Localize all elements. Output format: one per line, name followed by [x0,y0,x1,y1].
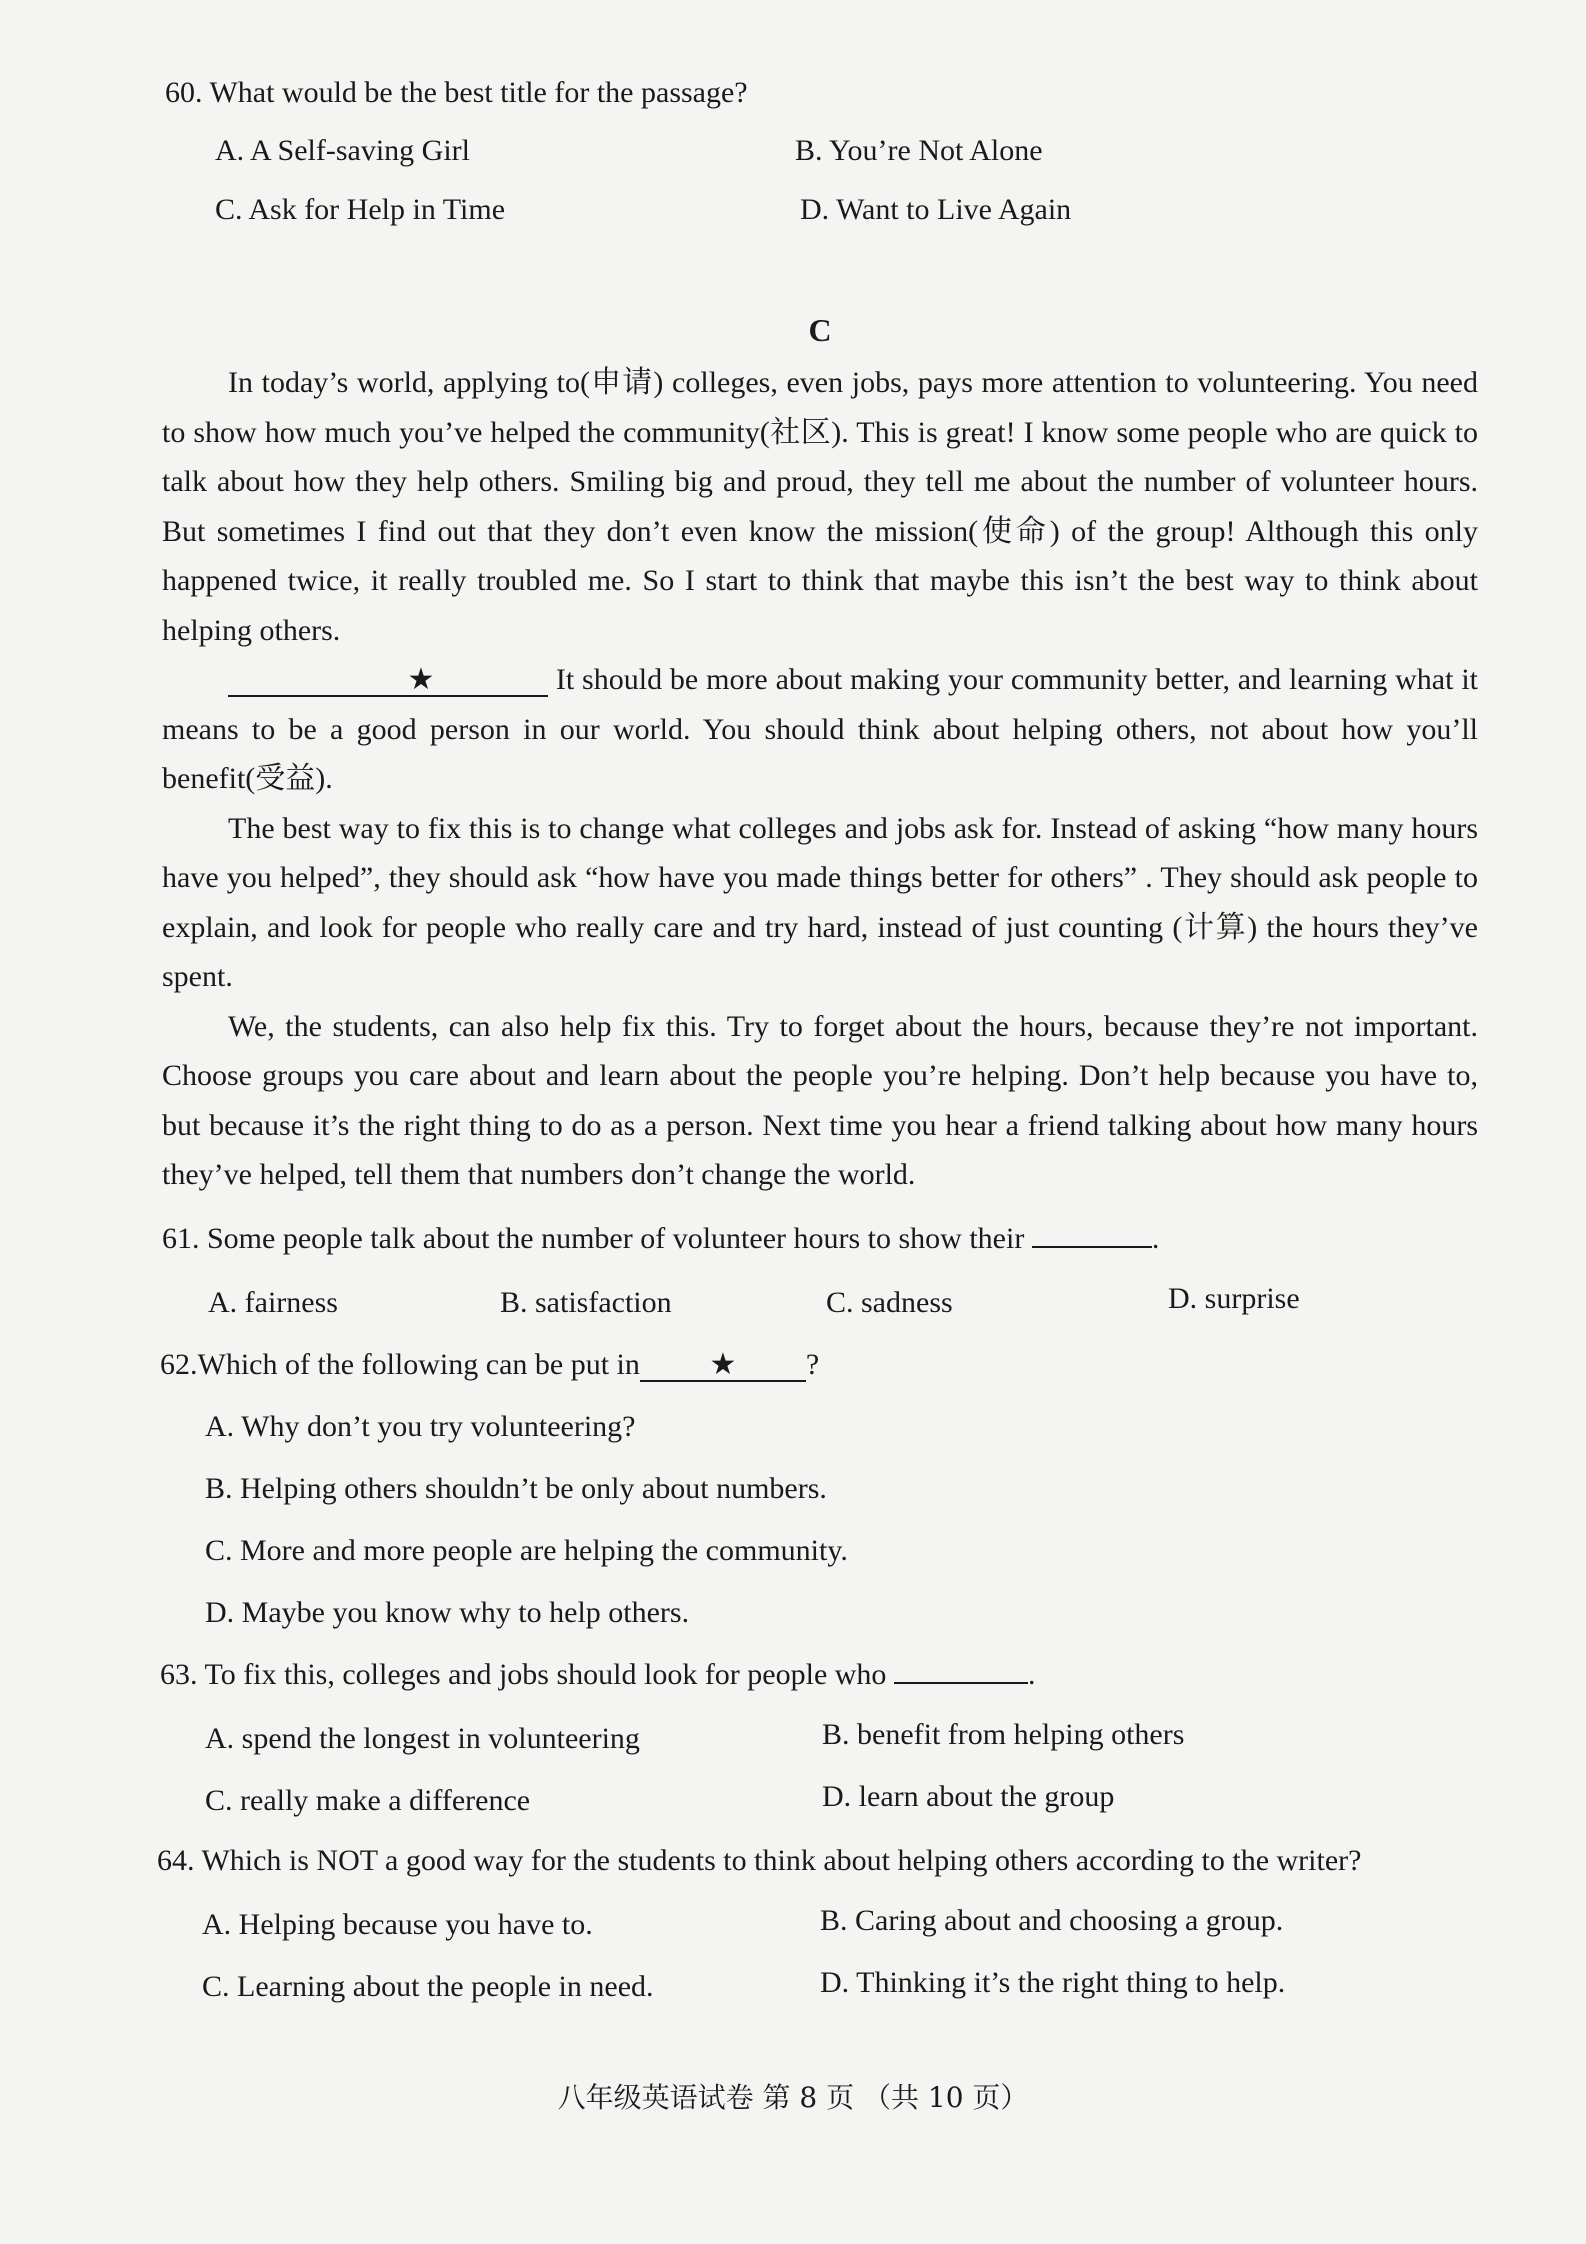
passage-paragraph-2-text: It should be more about making your community better, and learning what it means to be a good person in our world. You should think about helping others, not about how you’ll benefit(受益). [162,663,1478,795]
question-62-text: 62.Which of the following can be put in [160,1348,640,1381]
question-62-option-c: C. More and more people are helping the community. [205,1534,848,1567]
question-63-option-a: A. spend the longest in volunteering [205,1722,640,1755]
question-62-end: ? [805,1348,820,1381]
question-63-option-d: D. learn about the group [822,1780,1115,1813]
question-64-stem: 64. Which is NOT a good way for the students to think about helping others according to the writer? [157,1844,1362,1877]
question-64-option-b: B. Caring about and choosing a group. [820,1904,1284,1937]
question-63-text: 63. To fix this, colleges and jobs should look for people who [160,1658,887,1691]
passage-paragraph-3: The best way to fix this is to change what colleges and jobs ask for. Instead of asking “how many hours have you helped”, they should ask “how have you made things better for others” . They should ask people to explain, and look for people who really care and try hard, instead of just counting (计算) the hours they’ve spent. [162,811,1478,993]
question-60-option-c: C. Ask for Help in Time [215,193,506,226]
question-61-option-a: A. fairness [208,1286,338,1319]
question-60-option-a: A. A Self-saving Girl [215,134,470,167]
answer-blank [894,1682,1028,1684]
question-64-option-c: C. Learning about the people in need. [202,1970,654,2003]
question-61-text: 61. Some people talk about the number of volunteer hours to show their [162,1222,1025,1255]
question-61-end: . [1151,1222,1160,1255]
question-61-option-b: B. satisfaction [500,1286,672,1319]
section-heading: C [808,312,832,348]
question-64-option-d: D. Thinking it’s the right thing to help. [820,1966,1286,1999]
question-62-option-a: A. Why don’t you try volunteering? [205,1410,636,1443]
question-61-option-d: D. surprise [1168,1282,1300,1315]
question-63-option-c: C. really make a difference [205,1784,531,1817]
question-60-option-d: D. Want to Live Again [800,193,1072,226]
star-blank: ★ [228,665,548,697]
question-60-stem: 60. What would be the best title for the passage? [165,76,748,109]
question-60-option-b: B. You’re Not Alone [795,134,1043,167]
reading-passage [162,358,1478,1200]
question-63-end: . [1027,1658,1036,1691]
question-63-stem [160,1658,1035,1692]
star-blank: ★ [640,1350,806,1382]
passage-paragraph-4: We, the students, can also help fix this. Try to forget about the hours, because they’re not important. Choose groups you care about and learn about the people you’re helping. Don’t help because you have to, but because it’s the right thing to do as a person. Next time you hear a friend talking about how many hours they’ve helped, tell them that numbers don’t change the world. [162,1009,1478,1191]
passage-paragraph-2 [162,655,1478,804]
question-61-stem [162,1222,1159,1256]
answer-blank [1032,1246,1152,1248]
question-64-option-a: A. Helping because you have to. [202,1908,593,1941]
passage-paragraph-1: In today’s world, applying to(申请) colleges, even jobs, pays more attention to volunteering. You need to show how much you’ve helped the community(社区). This is great! I know some people who are quick to talk about how they help others. Smiling big and proud, they tell me about the number of volunteer hours. But sometimes I find out that they don’t even know the mission(使命) of the group! Although this only happened twice, it really troubled me. So I start to think that maybe this isn’t the best way to think about helping others. [162,366,1478,647]
question-62-stem [160,1348,819,1382]
question-61-option-c: C. sadness [826,1286,953,1319]
question-62-option-b: B. Helping others shouldn’t be only about numbers. [205,1472,827,1505]
page-footer: 八年级英语试卷 第 8 页 （共 10 页） [557,2081,1029,2114]
question-63-option-b: B. benefit from helping others [822,1718,1185,1751]
question-62-option-d: D. Maybe you know why to help others. [205,1596,690,1629]
